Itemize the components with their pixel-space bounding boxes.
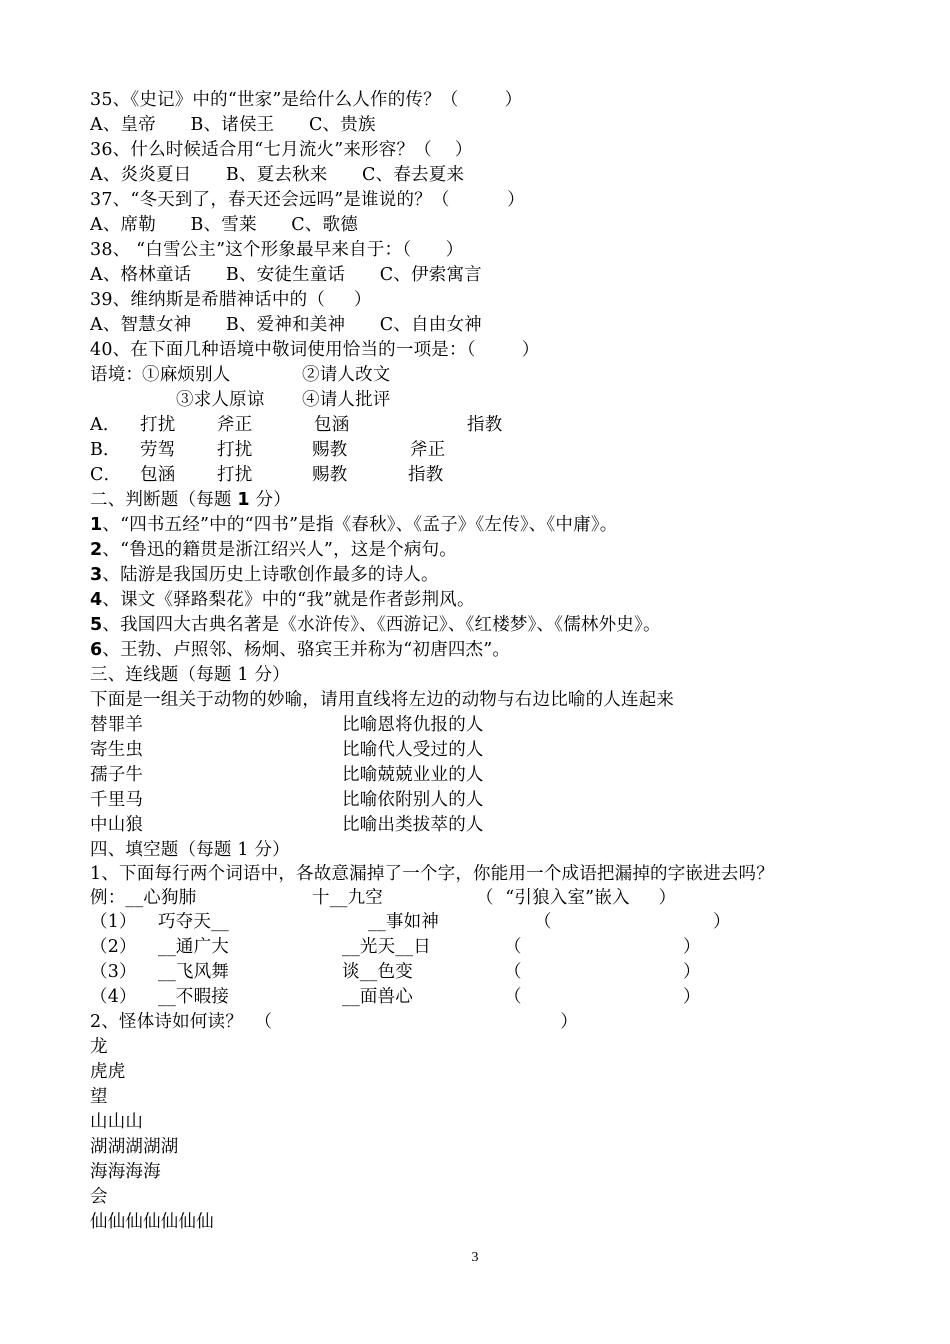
q40-option-b xyxy=(90,438,446,463)
match-row xyxy=(90,713,484,738)
option-word: 赐教 xyxy=(312,465,348,485)
q37-stem: 37、“冬天到了，春天还会远吗”是谁说的？（ ） xyxy=(90,190,525,210)
q37-options: A、席勒 B、雪莱 C、歌德 xyxy=(90,215,358,235)
fill-b: __面兽心 xyxy=(342,987,413,1007)
fill-c: （ ） xyxy=(504,962,701,982)
option-word: 劳驾 xyxy=(140,440,176,460)
fill-row xyxy=(90,960,701,985)
match-right: 比喻代人受过的人 xyxy=(342,740,484,760)
option-label: A． xyxy=(90,415,121,435)
fill-b: __光天__日 xyxy=(342,937,431,957)
option-label: B． xyxy=(90,440,121,460)
poem-line: 会 xyxy=(90,1187,108,1207)
fill-label: （2） xyxy=(90,937,137,957)
q38-options: A、格林童话 B、安徒生童话 C、伊索寓言 xyxy=(90,265,482,285)
fill-c: （ “引狼入室”嵌入 ） xyxy=(476,888,677,908)
context-label: 语境： xyxy=(90,365,144,385)
match-right: 比喻出类拔萃的人 xyxy=(342,815,484,835)
poem-line: 望 xyxy=(90,1087,108,1107)
q36-options: A、炎炎夏日 B、夏去秋来 C、春去夏来 xyxy=(90,165,465,185)
judge-item xyxy=(90,613,661,638)
fill-label: （1） xyxy=(90,912,137,932)
judge-text: 、陆游是我国历史上诗歌创作最多的诗人。 xyxy=(102,565,439,585)
poem-line: 山山山 xyxy=(90,1112,144,1132)
fill-row xyxy=(90,985,701,1010)
judge-item xyxy=(90,588,475,613)
q40-option-a xyxy=(90,413,503,438)
judge-num: 4 xyxy=(90,590,103,610)
fill-a: 例：__心狗肺 xyxy=(90,888,197,908)
context-3: ③求人原谅 xyxy=(176,390,265,410)
match-row xyxy=(90,788,484,813)
judge-text: 、课文《驿路梨花》中的“我”就是作者彭荆风。 xyxy=(102,590,475,610)
judge-item xyxy=(90,538,457,563)
fill-b: 十__九空 xyxy=(312,888,383,908)
poem-line: 仙仙仙仙仙仙仙 xyxy=(90,1212,214,1232)
section4-q2: 2、怪体诗如何读？ （ ） xyxy=(90,1012,578,1032)
poem-line: 虎虎 xyxy=(90,1062,126,1082)
context-1: ①麻烦别人 xyxy=(142,365,231,385)
context-4: ④请人批评 xyxy=(302,390,391,410)
q38-stem: 38、 “白雪公主”这个形象最早来自于：（ ） xyxy=(90,240,464,260)
fill-a: 巧夺天__ xyxy=(158,912,229,932)
option-word: 打扰 xyxy=(217,465,253,485)
option-word: 包涵 xyxy=(314,415,350,435)
match-left: 千里马 xyxy=(90,790,144,810)
option-word: 赐教 xyxy=(312,440,348,460)
fill-b: __事如神 xyxy=(368,912,439,932)
page-number: 3 xyxy=(471,1250,479,1265)
q35-stem: 35、《史记》中的“世家”是给什么人作的传？（ ） xyxy=(90,90,523,110)
match-row xyxy=(90,738,484,763)
match-row xyxy=(90,813,484,838)
judge-text: 、“鲁迅的籍贯是浙江绍兴人”，这是个病句。 xyxy=(102,540,457,560)
fill-example xyxy=(90,886,677,911)
option-word: 指教 xyxy=(467,415,503,435)
section4-title: 四、填空题（每题 1 分） xyxy=(90,840,290,860)
option-word: 打扰 xyxy=(140,415,176,435)
fill-b: 谈__色变 xyxy=(342,962,413,982)
fill-row xyxy=(90,910,731,935)
match-left: 孺子牛 xyxy=(90,765,144,785)
option-word: 斧正 xyxy=(217,415,253,435)
fill-a: __通广大 xyxy=(158,937,229,957)
match-left: 替罪羊 xyxy=(90,715,144,735)
q36-stem: 36、什么时候适合用“七月流火”来形容？（ ） xyxy=(90,140,473,160)
judge-num: 2 xyxy=(90,540,103,560)
section3-instruction: 下面是一组关于动物的妙喻，请用直线将左边的动物与右边比喻的人连起来 xyxy=(90,690,675,710)
q39-options: A、智慧女神 B、爱神和美神 C、自由女神 xyxy=(90,315,482,335)
match-right: 比喻依附别人的人 xyxy=(342,790,484,810)
judge-item xyxy=(90,513,617,538)
option-word: 打扰 xyxy=(217,440,253,460)
q39-stem: 39、维纳斯是希腊神话中的（ ） xyxy=(90,290,372,310)
q35-options: A、皇帝 B、诸侯王 C、贵族 xyxy=(90,115,376,135)
match-right: 比喻恩将仇报的人 xyxy=(342,715,484,735)
match-row xyxy=(90,763,484,788)
q40-option-c xyxy=(90,463,444,488)
option-word: 斧正 xyxy=(410,440,446,460)
judge-text: 、王勃、卢照邻、杨炯、骆宾王并称为“初唐四杰”。 xyxy=(102,640,511,660)
fill-row xyxy=(90,935,701,960)
option-word: 包涵 xyxy=(140,465,176,485)
judge-num: 5 xyxy=(90,615,103,635)
fill-label: （4） xyxy=(90,987,137,1007)
judge-text: 、“四书五经”中的“四书”是指《春秋》、《孟子》《左传》、《中庸》。 xyxy=(102,515,618,535)
fill-a: __不暇接 xyxy=(158,987,229,1007)
fill-label: （3） xyxy=(90,962,137,982)
fill-c: （ ） xyxy=(504,937,701,957)
section2-title xyxy=(90,488,291,513)
fill-a: __飞风舞 xyxy=(158,962,229,982)
poem-line: 龙 xyxy=(90,1037,108,1057)
judge-text: 、我国四大古典名著是《水浒传》、《西游记》、《红楼梦》、《儒林外史》。 xyxy=(102,615,661,635)
section2-title-num: 1 xyxy=(237,490,250,510)
option-label: C． xyxy=(90,465,122,485)
judge-num: 3 xyxy=(90,565,103,585)
judge-item xyxy=(90,638,510,663)
q40-stem: 40、在下面几种语境中敬词使用恰当的一项是：（ ） xyxy=(90,340,540,360)
poem-line: 海海海海 xyxy=(90,1162,161,1182)
section2-title-pre: 二、判断题（每题 xyxy=(90,490,238,510)
match-left: 寄生虫 xyxy=(90,740,144,760)
section3-title: 三、连线题（每题 1 分） xyxy=(90,665,290,685)
fill-c: （ ） xyxy=(504,987,701,1007)
q40-context-row-2 xyxy=(90,388,391,413)
option-word: 指教 xyxy=(408,465,444,485)
judge-num: 6 xyxy=(90,640,103,660)
match-right: 比喻兢兢业业的人 xyxy=(342,765,484,785)
context-2: ②请人改文 xyxy=(302,365,391,385)
poem-line: 湖湖湖湖湖 xyxy=(90,1137,179,1157)
judge-item xyxy=(90,563,439,588)
section4-q1: 1、下面每行两个词语中，各故意漏掉了一个字，你能用一个成语把漏掉的字嵌进去吗？ xyxy=(90,864,774,884)
judge-num: 1 xyxy=(90,515,103,535)
match-left: 中山狼 xyxy=(90,815,144,835)
section2-title-post: 分） xyxy=(249,490,291,510)
q40-context-row-1 xyxy=(90,363,391,388)
fill-c: （ ） xyxy=(534,912,731,932)
